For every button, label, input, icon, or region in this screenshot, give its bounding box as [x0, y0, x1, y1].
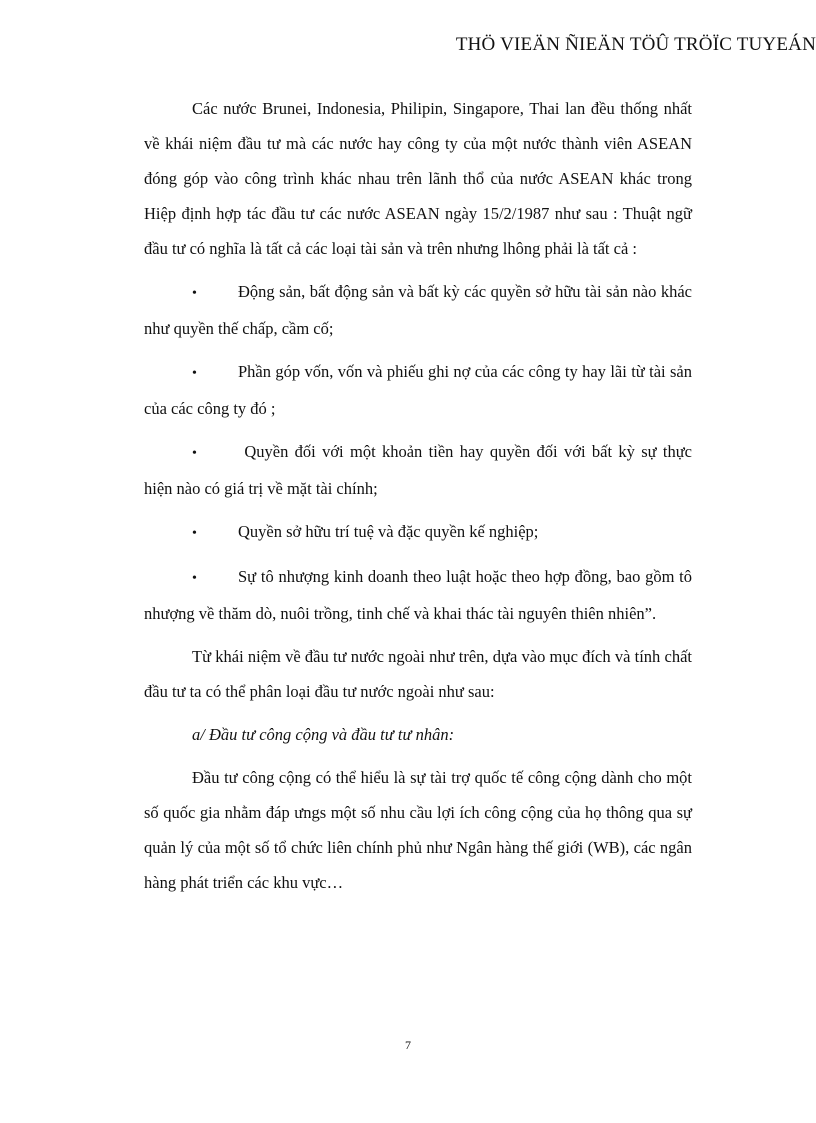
bullet-item [144, 434, 692, 506]
bullet-icon: • [192, 446, 197, 461]
bullet-icon: • [192, 366, 197, 381]
bullet-text: Động sản, bất động sản và bất kỳ các quyền sở hữu tài sản nào khác như quyền thế chấp, cầm cố; [144, 282, 692, 338]
bullet-text: Quyền đối với một khoản tiền hay quyền đối với bất kỳ sự thực hiện nào có giá trị về mặt tài chính; [144, 442, 692, 498]
bullet-icon: • [192, 286, 197, 301]
page-header: THÖ VIEÄN ÑIEÄN TÖÛ TRÖÏC TUYEÁN [455, 34, 816, 55]
bullet-text: Quyền sở hữu trí tuệ và đặc quyền kế nghiệp; [238, 522, 539, 541]
bullet-item [144, 514, 692, 551]
page-number: 7 [405, 1038, 411, 1052]
bullet-item [144, 354, 692, 426]
bullet-icon: • [192, 571, 197, 586]
paragraph-classification: Từ khái niệm về đầu tư nước ngoài như trên, dựa vào mục đích và tính chất đầu tư ta có thể phân loại đầu tư nước ngoài như sau: [144, 647, 692, 701]
bullet-text: Phần góp vốn, vốn và phiếu ghi nợ của các công ty hay lãi từ tài sản của các công ty đó ; [144, 362, 692, 418]
paragraph-public-investment: Đầu tư công cộng có thể hiểu là sự tài trợ quốc tế công cộng dành cho một số quốc gia nhằm đáp ưngs một số nhu cầu lợi ích công cộng của họ thông qua sự quản lý của một số tổ chức liên chính phủ như Ngân hàng thế giới (WB), các ngân hàng phát triển các khu vực… [144, 768, 692, 892]
bullet-icon: • [192, 526, 197, 541]
document-body [144, 91, 692, 908]
paragraph-intro: Các nước Brunei, Indonesia, Philipin, Singapore, Thai lan đều thống nhất về khái niệm đầu tư mà các nước hay công ty của một nước thành viên ASEAN đóng góp vào công trình khác nhau trên lãnh thổ của nước ASEAN khác trong Hiệp định hợp tác đầu tư các nước ASEAN ngày 15/2/1987 như sau : Thuật ngữ đầu tư có nghĩa là tất cả các loại tài sản và trên nhưng lhông phải là tất cả : [144, 99, 692, 258]
bullet-item [144, 274, 692, 346]
section-heading: a/ Đầu tư công cộng và đầu tư tư nhân: [192, 725, 455, 744]
bullet-item [144, 559, 692, 631]
bullet-text: Sự tô nhượng kinh doanh theo luật hoặc theo hợp đồng, bao gồm tô nhượng về thăm dò, nuôi trồng, tinh chế và khai thác tài nguyên thiên nhiên”. [144, 567, 692, 623]
